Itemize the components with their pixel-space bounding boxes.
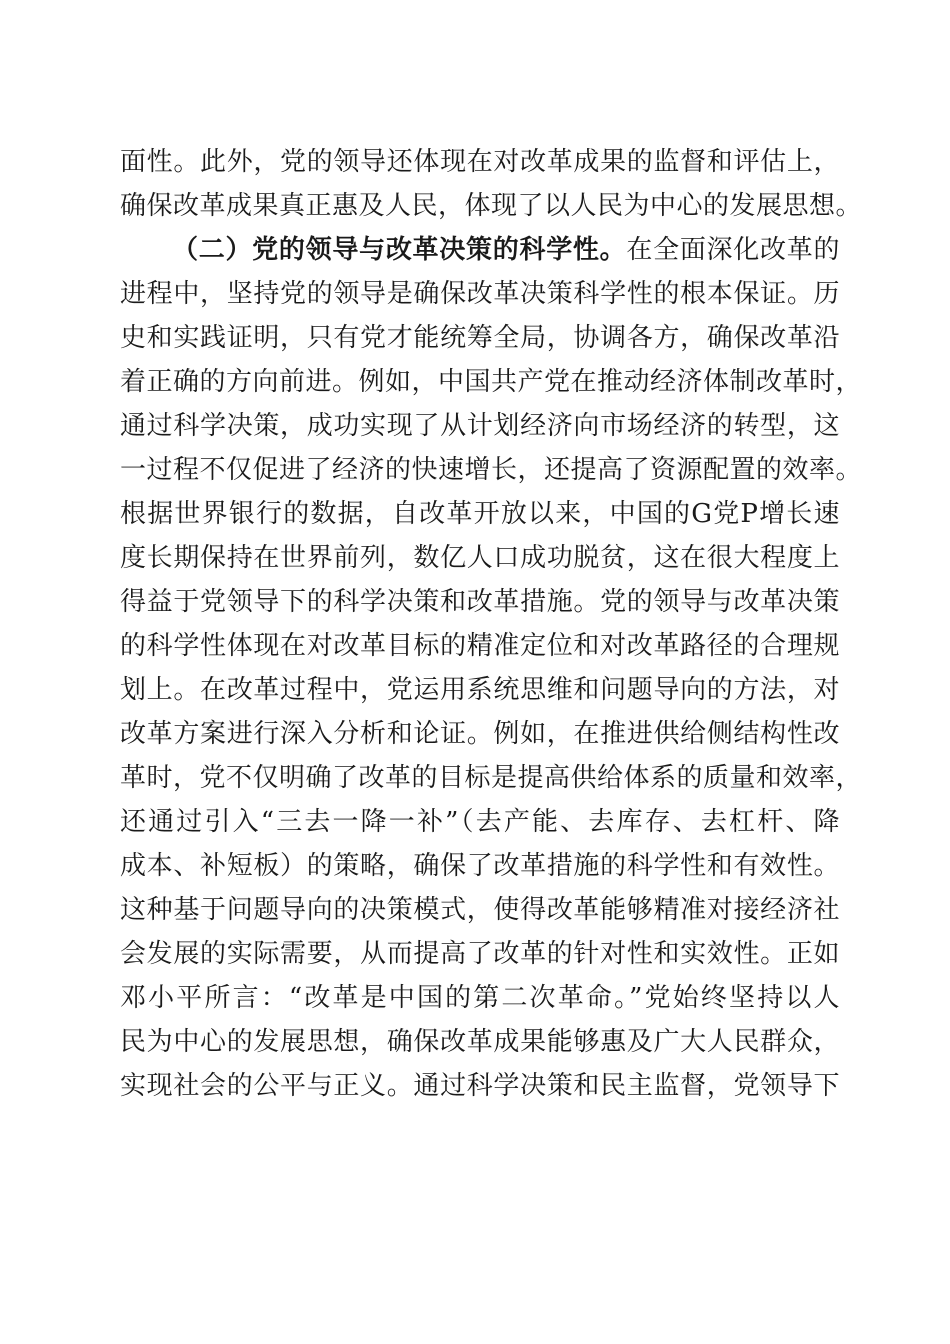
- text-line: 面性。此外，党的领导还体现在对改革成果的监督和评估上，: [120, 147, 840, 177]
- text-line: 改革方案进行深入分析和论证。例如，在推进供给侧结构性改: [120, 719, 840, 749]
- text-line: 革时，党不仅明确了改革的目标是提高供给体系的质量和效率，: [120, 763, 863, 793]
- text-line: 的科学性体现在对改革目标的精准定位和对改革路径的合理规: [120, 631, 840, 661]
- text-line: 一过程不仅促进了经济的快速增长，还提高了资源配置的效率。: [120, 455, 863, 485]
- text-line: 这种基于问题导向的决策模式，使得改革能够精准对接经济社: [120, 895, 840, 925]
- text-line: 通过科学决策，成功实现了从计划经济向市场经济的转型，这: [120, 411, 840, 441]
- section-heading: （二）党的领导与改革决策的科学性。: [172, 235, 627, 265]
- text-line: 成本、补短板）的策略，确保了改革措施的科学性和有效性。: [120, 851, 840, 881]
- section-heading-line: [120, 228, 840, 272]
- body-text: [120, 140, 863, 1108]
- text-line: 着正确的方向前进。例如，中国共产党在推动经济体制改革时，: [120, 367, 863, 397]
- text-line: 史和实践证明，只有党才能统筹全局，协调各方，确保改革沿: [120, 323, 840, 353]
- text-fragment: 在全面深化改革的: [626, 235, 840, 265]
- text-line: 民为中心的发展思想，确保改革成果能够惠及广大人民群众，: [120, 1027, 840, 1057]
- text-line: 邓小平所言：“改革是中国的第二次革命。”党始终坚持以人: [120, 983, 840, 1013]
- text-line: 根据世界银行的数据，自改革开放以来，中国的G党P增长速: [120, 499, 840, 529]
- text-line: 得益于党领导下的科学决策和改革措施。党的领导与改革决策: [120, 587, 840, 617]
- text-line: 度长期保持在世界前列，数亿人口成功脱贫，这在很大程度上: [120, 543, 840, 573]
- text-line: 确保改革成果真正惠及人民，体现了以人民为中心的发展思想。: [120, 191, 863, 221]
- text-line: 会发展的实际需要，从而提高了改革的针对性和实效性。正如: [120, 939, 840, 969]
- text-line: 进程中，坚持党的领导是确保改革决策科学性的根本保证。历: [120, 279, 840, 309]
- text-line: 还通过引入“三去一降一补”（去产能、去库存、去杠杆、降: [120, 807, 840, 837]
- text-line: 划上。在改革过程中，党运用系统思维和问题导向的方法，对: [120, 675, 840, 705]
- text-line: 实现社会的公平与正义。通过科学决策和民主监督，党领导下: [120, 1071, 840, 1101]
